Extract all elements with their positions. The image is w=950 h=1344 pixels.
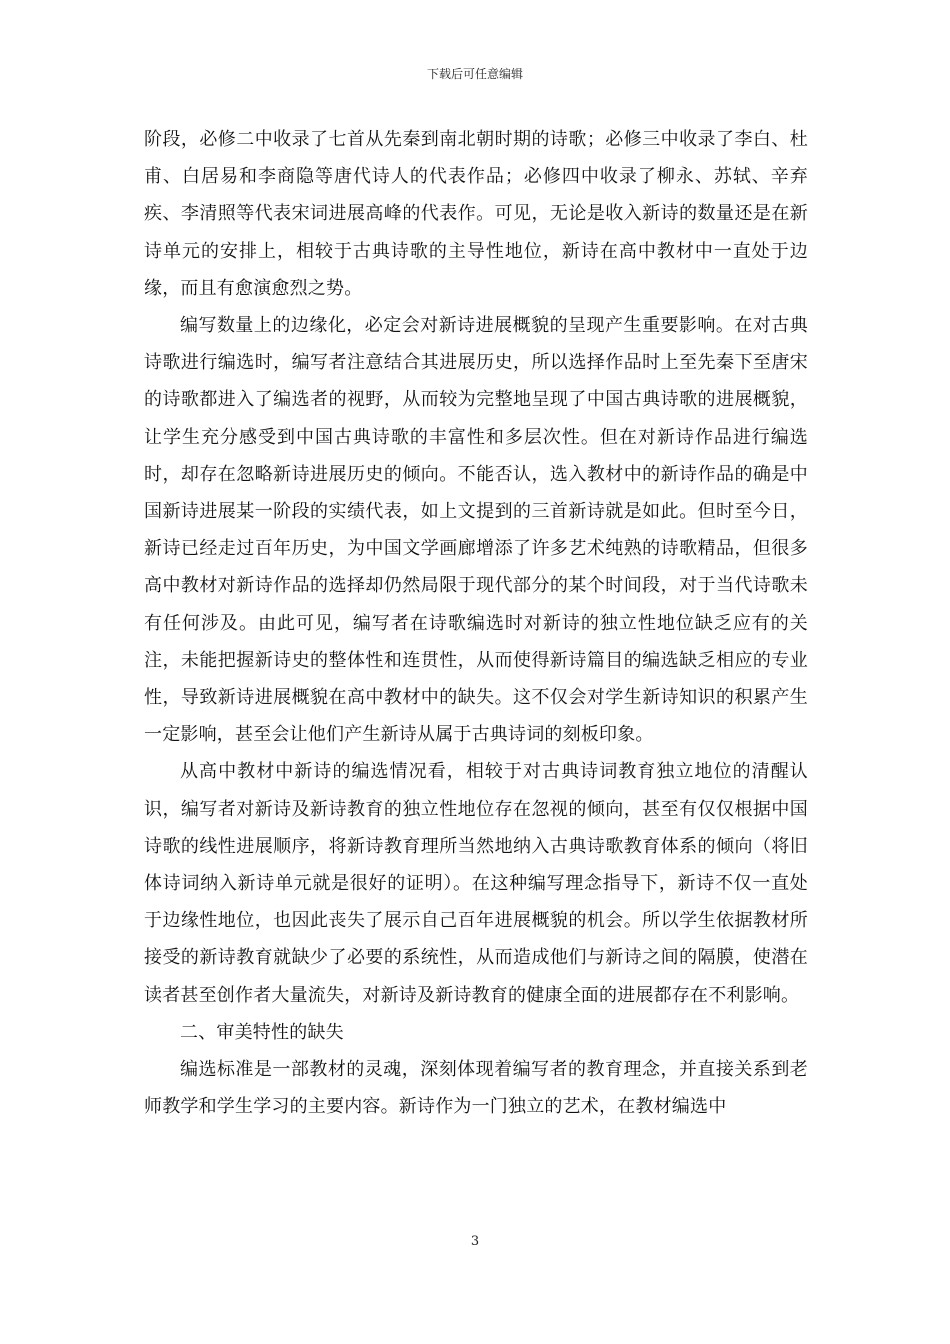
- paragraph-continuation: 阶段，必修二中收录了七首从先秦到南北朝时期的诗歌；必修三中收录了李白、杜甫、白居易和李商隐等唐代诗人的代表作品；必修四中收录了柳永、苏轼、辛弃疾、李清照等代表宋词进展高峰的代表作。可见，无论是收入新诗的数量还是在新诗单元的安排上，相较于古典诗歌的主导性地位，新诗在高中教材中一直处于边缘，而且有愈演愈烈之势。: [144, 129, 808, 299]
- paragraph: 编选标准是一部教材的灵魂，深刻体现着编写者的教育理念，并直接关系到老师教学和学生学习的主要内容。新诗作为一门独立的艺术，在教材编选中: [144, 1059, 808, 1118]
- section-heading: 二、审美特性的缺失: [180, 1021, 344, 1043]
- paragraph: 编写数量上的边缘化，必定会对新诗进展概貌的呈现产生重要影响。在对古典诗歌进行编选时，编写者注意结合其进展历史，所以选择作品时上至先秦下至唐宋的诗歌都进入了编选者的视野，从而较为完整地呈现了中国古典诗歌的进展概貌，让学生充分感受到中国古典诗歌的丰富性和多层次性。但在对新诗作品进行编选时，却存在忽略新诗进展历史的倾向。不能否认，选入教材中的新诗作品的确是中国新诗进展某一阶段的实绩代表，如上文提到的三首新诗就是如此。但时至今日，新诗已经走过百年历史，为中国文学画廊增添了许多艺术纯熟的诗歌精品，但很多高中教材对新诗作品的选择却仍然局限于现代部分的某个时间段，对于当代诗歌未有任何涉及。由此可见，编写者在诗歌编选时对新诗的独立性地位缺乏应有的关注，未能把握新诗史的整体性和连贯性，从而使得新诗篇目的编选缺乏相应的专业性，导致新诗进展概貌在高中教材中的缺失。这不仅会对学生新诗知识的积累产生一定影响，甚至会让他们产生新诗从属于古典诗词的刻板印象。: [144, 315, 808, 746]
- document-body: [144, 121, 808, 1125]
- page-header: 下载后可任意编辑: [426, 67, 523, 81]
- page-number: 3: [470, 1234, 480, 1249]
- paragraph: 从高中教材中新诗的编选情况看，相较于对古典诗词教育独立地位的清醒认识，编写者对新诗及新诗教育的独立性地位存在忽视的倾向，甚至有仅仅根据中国诗歌的线性进展顺序，将新诗教育理所当然地纳入古典诗歌教育体系的倾向（将旧体诗词纳入新诗单元就是很好的证明）。在这种编写理念指导下，新诗不仅一直处于边缘性地位，也因此丧失了展示自己百年进展概貌的机会。所以学生依据教材所接受的新诗教育就缺少了必要的系统性，从而造成他们与新诗之间的隔膜，使潜在读者甚至创作者大量流失，对新诗及新诗教育的健康全面的进展都存在不利影响。: [144, 761, 808, 1006]
